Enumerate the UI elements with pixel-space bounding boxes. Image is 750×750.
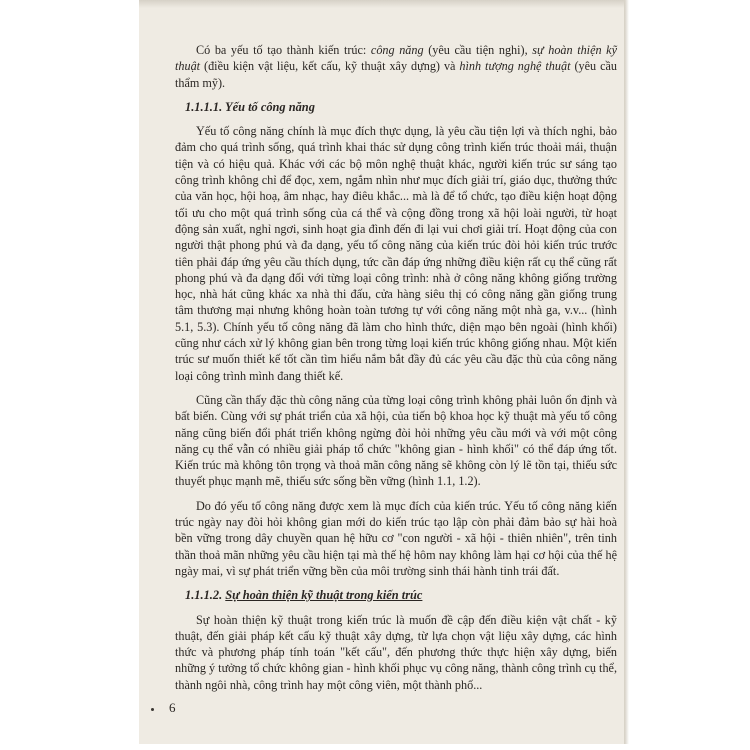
page-number: 6 (169, 700, 176, 715)
section-heading-1-1-1-1: 1.1.1.1. Yếu tố công năng (185, 99, 315, 114)
page-right-edge (625, 0, 629, 744)
book-page (139, 0, 625, 744)
paragraph-1: Yếu tố công năng chính là mục đích thực dụng, là yêu cầu tiện lợi và thích nghi, bảo đảm cho quá trình sống, quá trình khai thác sử dụng công trình kiến trúc thoải mái, thuận tiện và có hiệu quả. Khác với các bộ môn nghệ thuật khác, người kiến trúc sư sáng tạo công trình không chỉ để đọc, xem, ngắm nhìn như mục đích giải trí, giáo dục, thưởng thức của văn học, hội hoạ, âm nhạc, hay điêu khắc... mà là để tổ chức, tạo điều kiện hoạt động tối ưu cho một quá trình sống của cá thể và cộng đồng trong xã hội loài người, từ hoạt động sản xuất, nghỉ ngơi, sinh hoạt gia đình đến đi lại vui chơi giải trí. Hoạt động của con người thật phong phú và đa dạng, yếu tố công năng của kiến trúc đòi hỏi kiến trúc trước tiên phải đáp ứng yêu cầu thích dụng, tức cần đáp ứng những điều kiện rất cụ thể cũng rất phong phú và đa dạng đối với từng loại công trình: nhà ở công năng không giống trường học, nhà hát cũng khác xa nhà thi đấu, cửa hàng siêu thị có công năng gần giống trung tâm thương mại nhưng không hoàn toàn tương tự với công năng một nhà ga, v.v... (hình 5.1, 5.3). Chính yếu tố công năng đã làm cho hình thức, diện mạo bên ngoài (hình khối) cũng như cách xử lý không gian bên trong từng loại kiến trúc không giống nhau. Một kiến trúc sư muốn thiết kế tốt cần tìm hiểu nắm bắt đầy đủ các yêu cầu đặc thù của công năng loại công trình mình đang thiết kế. (175, 124, 617, 383)
intro-mid1: (yêu cầu tiện nghi), (423, 43, 533, 57)
paragraph-4: Sự hoàn thiện kỹ thuật trong kiến trúc là muốn đề cập đến điều kiện vật chất - kỹ thuật, đến giải pháp kết cấu kỹ thuật xây dựng, từ lựa chọn vật liệu xây dựng, các hình thức và phương pháp tính toán "kết cấu", đến phương thức thực hiện xây dựng, biến những ý tưởng tổ chức không gian - hình khối phục vụ công năng, thành công trình cụ thể, thành ngôi nhà, công trình hay một công viên, một thành phố... (175, 612, 617, 692)
page-top-shadow (139, 0, 624, 8)
heading-number: 1.1.1.2. (185, 588, 226, 603)
term-hinh-tuong-nghe-thuat: hình tượng nghệ thuật (459, 59, 571, 74)
intro-mid2: (điều kiện vật liệu, kết cấu, kỹ thuật xây dựng) và (200, 59, 460, 74)
intro-tail: (yêu cầu thẩm mỹ). (175, 59, 617, 90)
section-heading-1-1-1-2 (185, 587, 617, 603)
margin-dot (151, 708, 154, 711)
heading-text: Sự hoàn thiện kỹ thuật trong kiến trúc (225, 588, 423, 603)
term-hoan-thien-ky-thuat: sự hoàn thiện kỹ thuật (175, 43, 617, 74)
paragraph-3: Do đó yếu tố công năng được xem là mục đích của kiến trúc. Yếu tố công năng kiến trúc ngày nay đòi hỏi không gian mới do kiến trúc tạo lập còn phải đảm bảo sự hài hoà bền vững trong dây chuyền quan hệ hữu cơ "con người - xã hội - thiên nhiên", trên tinh thần thoả mãn những yêu cầu hiện tại mà thế hệ hôm nay không làm hại cơ hội của thế hệ ngày mai, vì sự phát triển vững bền của môi trường sinh thái hành tinh trái đất. (175, 498, 617, 578)
page-content (175, 42, 617, 701)
paragraph-2: Cũng cần thấy đặc thù công năng của từng loại công trình không phải luôn ổn định và bất biến. Cùng với sự phát triển của xã hội, của tiến bộ khoa học kỹ thuật mà yếu tố công năng cũng biến đổi phát triển không ngừng đòi hỏi những yêu cầu mới và với một công năng cụ thể vẫn có nhiều giải pháp tổ chức "không gian - hình khối" có thể đáp ứng tốt. Kiến trúc mà không tôn trọng và thoả mãn công năng sẽ không còn lý lẽ tồn tại, thiếu sức thuyết phục mạnh mẽ, thiếu sức sống bền vững (hình 1.1, 1.2). (175, 392, 617, 489)
term-cong-nang: công năng (370, 43, 424, 57)
intro-lead: Có ba yếu tố tạo thành kiến trúc: (196, 43, 371, 57)
intro-paragraph (175, 42, 617, 91)
